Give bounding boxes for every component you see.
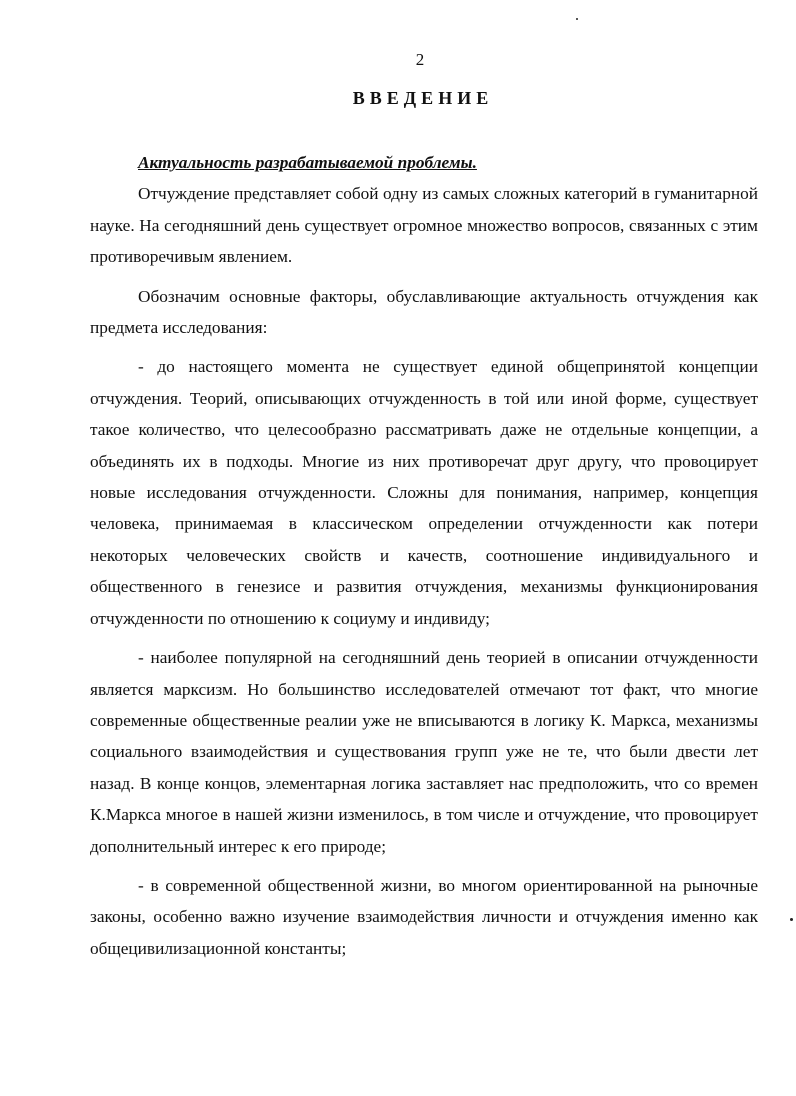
scan-speck — [790, 918, 793, 921]
page-number: 2 — [415, 50, 425, 69]
document-body — [90, 147, 758, 964]
paragraph: Обозначим основные факторы, обуславливающие актуальность отчуждения как предмета исследования: — [90, 286, 758, 338]
paragraph: Отчуждение представляет собой одну из самых сложных категорий в гуманитарной науке. На сегодняшний день существует огромное множество вопросов, связанных с этим противоречивым явлением. — [90, 184, 758, 267]
scan-speck — [576, 18, 578, 20]
paragraph: - до настоящего момента не существует единой общепринятой концепции отчуждения. Теорий, описывающих отчужденность в той или иной форме, существует такое количество, что целесообразно рассматривать даже не отдельные концепции, а объединять их в подходы. Многие из них противоречат друг другу, что провоцирует новые исследования отчужденности. Сложны для понимания, например, концепция человека, принимаемая в классическом определении отчужденности как потери некоторых человеческих свойств и качеств, соотношение индивидуального и общественного в генезисе и развития отчуждения, механизмы функционирования отчужденности по отношению к социуму и индивиду; — [90, 357, 758, 628]
paragraph: - наиболее популярной на сегодняшний день теорией в описании отчужденности является марксизм. Но большинство исследователей отмечают тот факт, что многие современные общественные реалии уже не вписываются в логику К. Маркса, механизмы социального взаимодействия и существования групп уже не те, что были двести лет назад. В конце концов, элементарная логика заставляет нас предположить, что со времен К.Маркса многое в нашей жизни изменилось, в том числе и отчуждение, что провоцирует дополнительный интерес к его природе; — [90, 648, 758, 856]
page-title: ВВЕДЕНИЕ — [352, 88, 494, 108]
section-title: Актуальность разрабатываемой проблемы. — [138, 153, 477, 172]
paragraph: - в современной общественной жизни, во многом ориентированной на рыночные законы, особенно важно изучение взаимодействия личности и отчуждения именно как общецивилизационной константы; — [90, 875, 758, 958]
